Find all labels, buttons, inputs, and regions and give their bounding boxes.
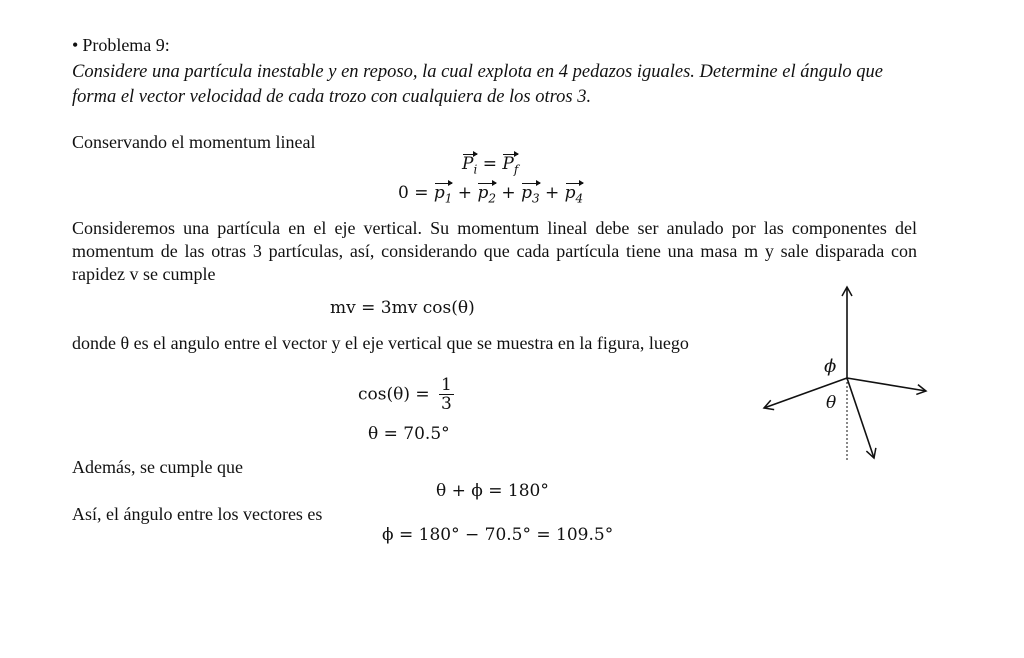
problem-statement: Considere una partícula inestable y en reposo, la cual explota en 4 pedazos iguales. Determine el ángulo que forma el vector velocidad de cada trozo con cualquiera de los otros 3.: [72, 62, 883, 107]
fraction-one-third: $\frac{1}{3}$: [441, 375, 452, 414]
equation-theta-value: θ = 70.5°: [368, 424, 450, 444]
asi-label: Así, el ángulo entre los vectores es: [72, 504, 323, 524]
down-vector-arrow: [847, 378, 874, 458]
vector-p2: $p_2$: [477, 183, 496, 206]
vector-diagram: [740, 270, 940, 470]
theta-label: θ: [826, 393, 837, 413]
conserving-label: Conservando el momentum lineal: [72, 132, 316, 152]
problem-title: Problema 9:: [82, 35, 170, 55]
equation-angle-sum: θ + ϕ = 180°: [436, 481, 549, 501]
vector-p3: $p_3$: [521, 183, 540, 206]
right-vector-arrow: [847, 378, 926, 391]
problem-heading: [72, 35, 170, 56]
equation-phi-result: ϕ = 180° − 70.5° = 109.5°: [382, 525, 614, 545]
equation-momentum-conservation: $P_i = P_f$: [462, 154, 519, 177]
equation-cos-theta: cos(θ) = $\frac{1}{3}$: [358, 375, 452, 414]
vector-p-initial: $P_i$: [462, 154, 478, 177]
vector-p1: $p_1$: [433, 183, 453, 206]
phi-label: ϕ: [824, 356, 837, 377]
vector-p-final: $P_f$: [502, 154, 519, 177]
equation-momentum-balance: mv = 3mv cos(θ): [330, 298, 475, 318]
bullet: •: [72, 35, 79, 55]
paragraph-donde: donde θ es el angulo entre el vector y el eje vertical que se muestra en la figura, luego: [72, 333, 689, 353]
vector-p4: $p_4$: [564, 183, 584, 206]
ademas-label: Además, se cumple que: [72, 457, 243, 477]
equation-sum-momenta: $0 = p_1 + p_2 + p_3 + p_4$: [398, 183, 584, 206]
paragraph-consideremos: Consideremos una partícula en el eje vertical. Su momentum lineal debe ser anulado por las componentes del momentum de las otras 3 partículas, así, considerando que cada partícula tiene una masa m y sale disparada con rapidez v se cumple: [72, 218, 917, 284]
